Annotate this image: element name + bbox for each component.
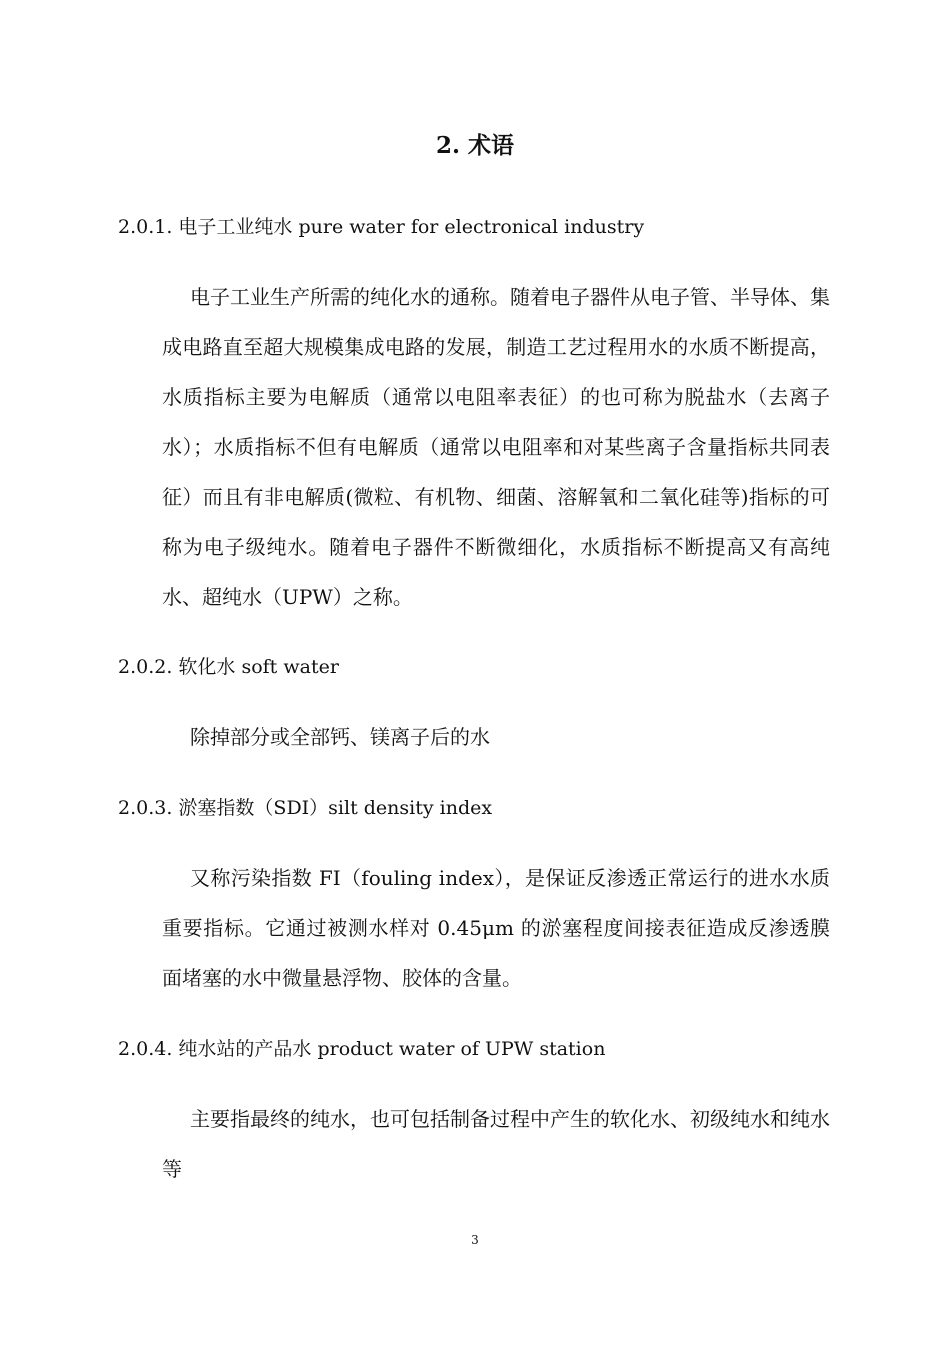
section-title: 2. 术语 [435, 132, 515, 159]
term-definition-2-0-3: 又称污染指数 FI（fouling index），是保证反渗透正常运行的进水水质重要指标。它通过被测水样对 0.45μm 的淤塞程度间接表征造成反渗透膜面堵塞的水中微量悬浮物、胶体的含量。 [162, 866, 830, 990]
term-heading-2-0-3: 2.0.3. 淤塞指数（SDI）silt density index [118, 797, 493, 819]
term-heading-2-0-4: 2.0.4. 纯水站的产品水 product water of UPW station [118, 1038, 606, 1060]
term-definition-2-0-4: 主要指最终的纯水，也可包括制备过程中产生的软化水、初级纯水和纯水等 [162, 1107, 830, 1181]
term-definition-2-0-2: 除掉部分或全部钙、镁离子后的水 [190, 725, 490, 749]
page-number: 3 [471, 1233, 479, 1247]
term-definition-2-0-1: 电子工业生产所需的纯化水的通称。随着电子器件从电子管、半导体、集成电路直至超大规模集成电路的发展，制造工艺过程用水的水质不断提高，水质指标主要为电解质（通常以电阻率表征）的也可称为脱盐水（去离子水）；水质指标不但有电解质（通常以电阻率和对某些离子含量指标共同表征）而且有非电解质(微粒、有机物、细菌、溶解氧和二氧化硅等)指标的可称为电子级纯水。随着电子器件不断微细化，水质指标不断提高又有高纯水、超纯水（UPW）之称。 [162, 285, 830, 609]
term-heading-2-0-1: 2.0.1. 电子工业纯水 pure water for electronical industry [118, 216, 645, 238]
term-heading-2-0-2: 2.0.2. 软化水 soft water [118, 656, 339, 678]
